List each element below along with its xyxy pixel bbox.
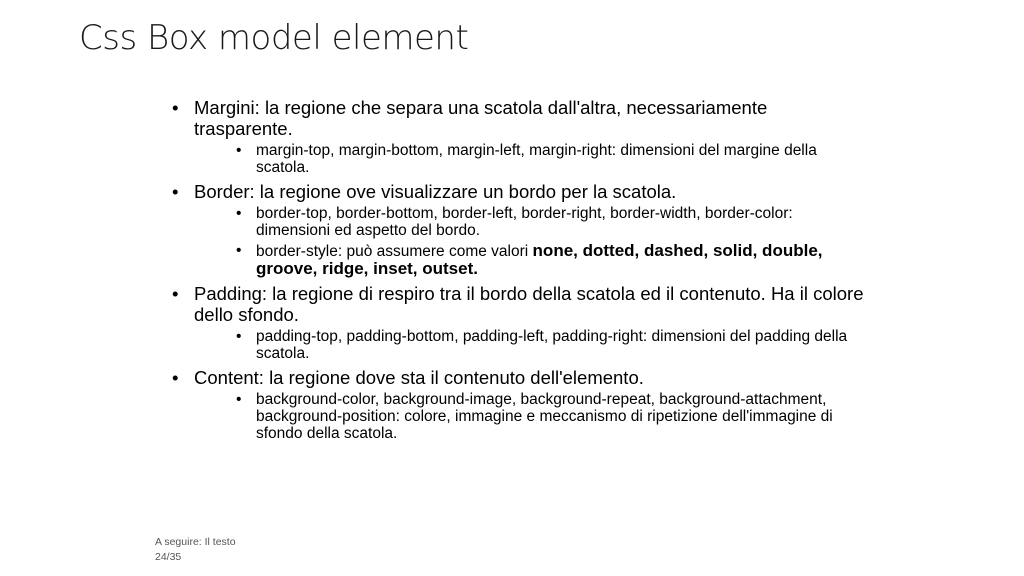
sub-bullet-text: padding-top, padding-bottom, padding-left, padding-right: dimensioni del padding della scatola. (256, 328, 848, 362)
bullet-content (170, 367, 870, 442)
sub-bullet-border-props (194, 205, 870, 239)
bullet-dot-icon: • (236, 391, 242, 408)
sub-bullet-text: background-color, background-image, background-repeat, background-attachment, background-position: colore, immagine e meccanismo di ripetizione dell'immagine di sfondo della scatola. (256, 391, 833, 442)
sub-bullet-margin-props (194, 142, 870, 176)
bullet-list (170, 97, 870, 442)
page-number: 24/35 (155, 551, 182, 563)
bullet-border (170, 181, 870, 278)
footer-caption: A seguire: Il testo (155, 536, 236, 548)
bullet-padding (170, 283, 870, 362)
bullet-dot-icon: • (172, 97, 179, 118)
sub-bullet-text: border-top, border-bottom, border-left, border-right, border-width, border-color: dimensioni ed aspetto del bordo. (256, 205, 793, 239)
bullet-dot-icon: • (172, 283, 179, 304)
bullet-margin-text: Margini: la regione che separa una scatola dall'altra, necessariamente trasparente. (194, 97, 768, 139)
bullet-dot-icon: • (236, 242, 242, 259)
sub-bullet-border-style (194, 242, 870, 278)
bullet-dot-icon: • (172, 181, 179, 202)
sub-bullet-background-props (194, 391, 870, 442)
sub-bullet-text: margin-top, margin-bottom, margin-left, margin-right: dimensioni del margine della scatola. (256, 142, 817, 176)
sub-bullet-text: border-style: può assumere come valori (256, 243, 533, 260)
sub-bullet-padding-props (194, 328, 870, 362)
bullet-border-text: Border: la regione ove visualizzare un bordo per la scatola. (194, 181, 677, 202)
bullet-dot-icon: • (172, 367, 179, 388)
slide-footer (155, 535, 236, 565)
slide-title: Css Box model element (79, 18, 469, 58)
bullet-content-text: Content: la regione dove sta il contenuto dell'elemento. (194, 367, 644, 388)
border-style-values: none, dotted, dashed, solid, double, groove, ridge, inset, outset. (256, 241, 823, 278)
bullet-dot-icon: • (236, 328, 242, 345)
bullet-dot-icon: • (236, 142, 242, 159)
bullet-margin (170, 97, 870, 176)
bullet-dot-icon: • (236, 205, 242, 222)
bullet-padding-text: Padding: la regione di respiro tra il bordo della scatola ed il contenuto. Ha il colore dello sfondo. (194, 283, 864, 325)
slide-content (170, 97, 870, 447)
